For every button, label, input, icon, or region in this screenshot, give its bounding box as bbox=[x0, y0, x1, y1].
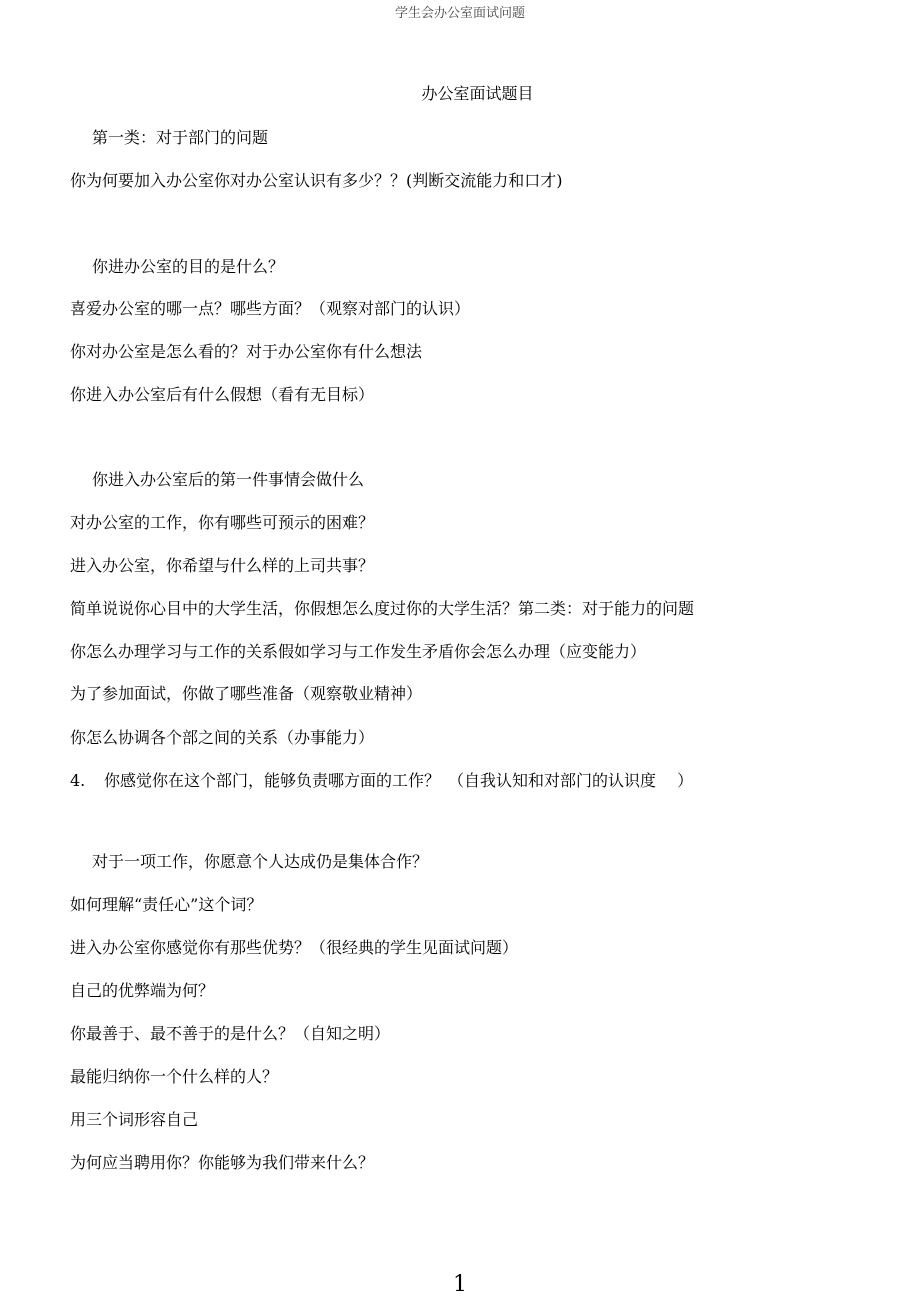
question-line: 最能归纳你一个什么样的人？ bbox=[70, 1067, 279, 1086]
question-line: 进入办公室，你希望与什么样的上司共事？ bbox=[70, 556, 375, 575]
question-line: 对于一项工作，你愿意个人达成仍是集体合作？ bbox=[92, 852, 429, 871]
numbered-question-line bbox=[70, 771, 693, 791]
question-line: 你进入办公室后的第一件事情会做什么 bbox=[92, 470, 365, 489]
question-line: 你为何要加入办公室你对办公室认识有多少？？(判断交流能力和口才) bbox=[70, 171, 563, 190]
question-line: 你最善于、最不善于的是什么？（自知之明） bbox=[70, 1024, 391, 1043]
question-line: 你怎么协调各个部之间的关系（办事能力） bbox=[70, 728, 375, 747]
question-line: 为了参加面试，你做了哪些准备（观察敬业精神） bbox=[70, 684, 423, 703]
question-line: 为何应当聘用你？你能够为我们带来什么？ bbox=[70, 1153, 375, 1172]
running-header: 学生会办公室面试问题 bbox=[394, 6, 525, 21]
question-line: 用三个词形容自己 bbox=[70, 1110, 199, 1129]
section-heading: 第一类：对于部门的问题 bbox=[92, 128, 269, 147]
question-line: 你怎么办理学习与工作的关系假如学习与工作发生矛盾你会怎么办理（应变能力） bbox=[70, 642, 647, 661]
question-line: 对办公室的工作，你有哪些可预示的困难？ bbox=[70, 513, 375, 532]
item-number: 4. bbox=[70, 771, 86, 790]
question-line: 你进办公室的目的是什么？ bbox=[92, 257, 285, 276]
question-line: 自己的优弊端为何？ bbox=[70, 981, 215, 1000]
document-title: 办公室面试题目 bbox=[421, 84, 534, 103]
question-line: 如何理解“责任心”这个词？ bbox=[70, 895, 263, 914]
page-number: 1 bbox=[453, 1272, 467, 1297]
question-text: 你感觉你在这个部门，能够负责哪方面的工作？ （自我认知和对部门的认识度 ） bbox=[104, 771, 694, 790]
question-line: 简单说说你心目中的大学生活，你假想怎么度过你的大学生活？第二类：对于能力的问题 bbox=[70, 599, 695, 618]
question-line: 你对办公室是怎么看的？对于办公室你有什么想法 bbox=[70, 342, 423, 361]
question-line: 喜爱办公室的哪一点？哪些方面？（观察对部门的认识） bbox=[70, 299, 471, 318]
question-line: 你进入办公室后有什么假想（看有无目标） bbox=[70, 385, 375, 404]
question-line: 进入办公室你感觉你有那些优势？（很经典的学生见面试问题） bbox=[70, 938, 519, 957]
